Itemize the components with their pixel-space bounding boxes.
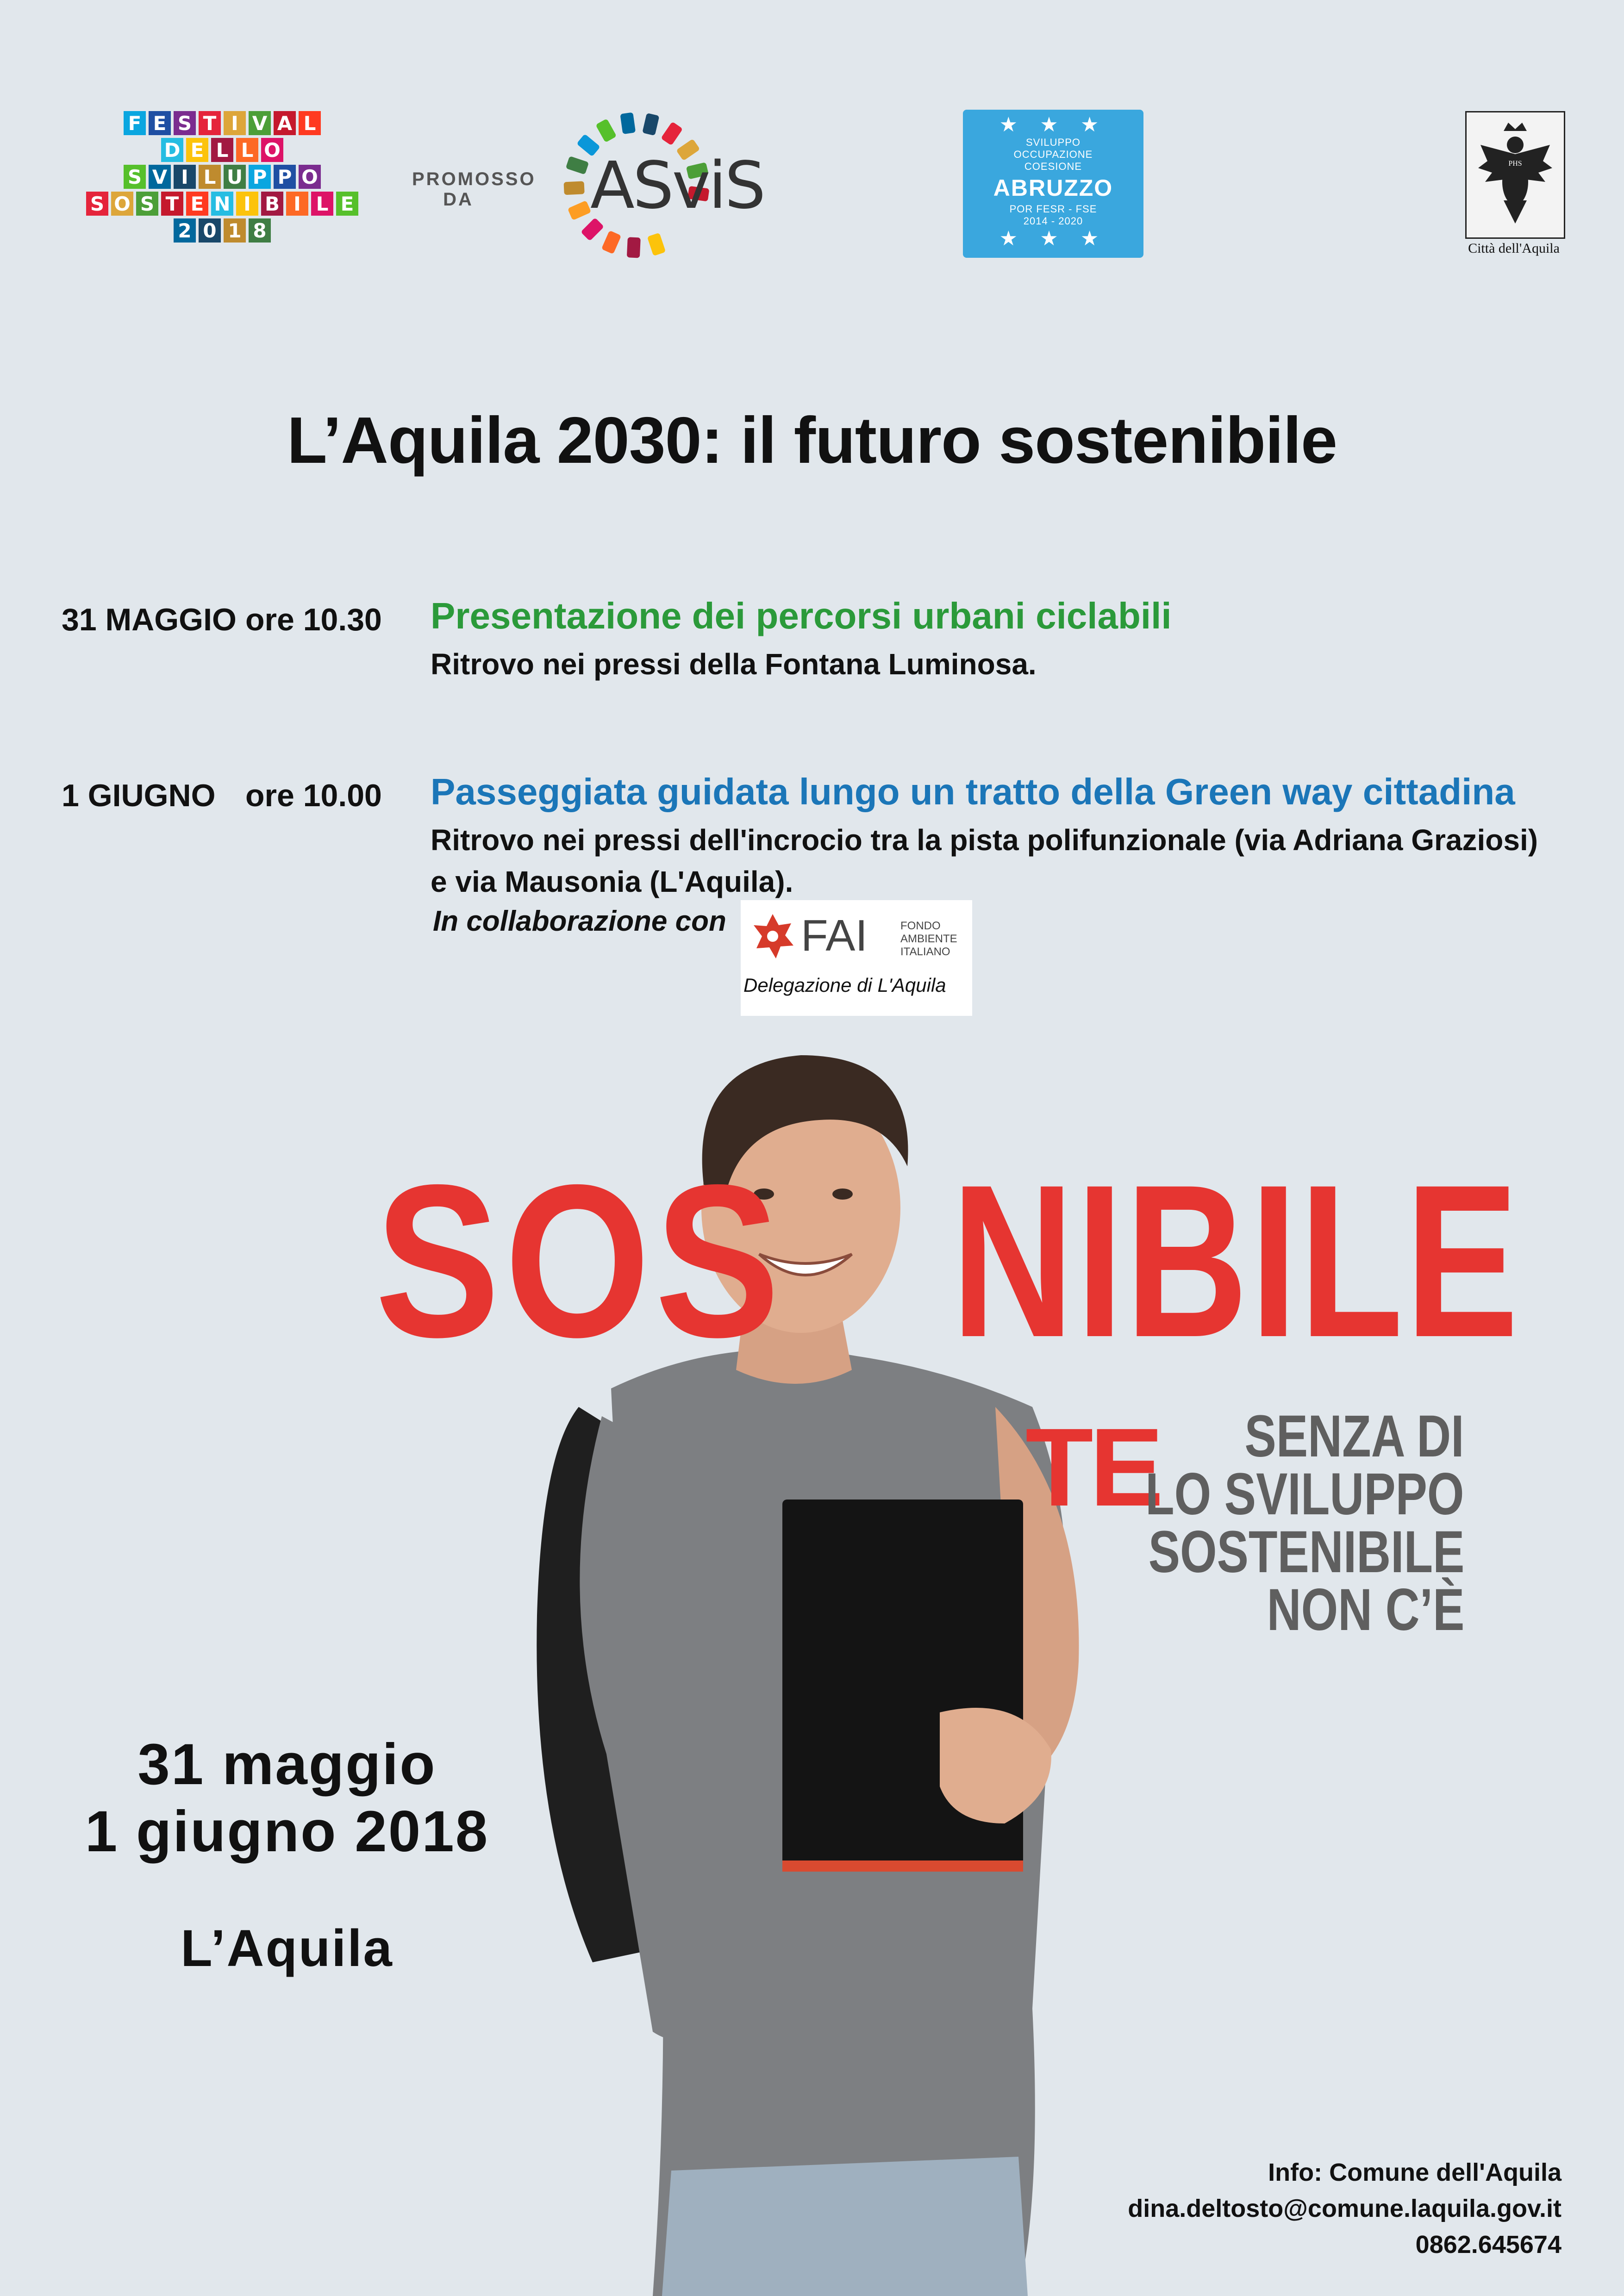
tagline-line1: SENZA DI: [1244, 1403, 1464, 1469]
festival-logo-tile: L: [211, 138, 233, 162]
festival-logo-tile: S: [174, 111, 196, 135]
festival-logo: [60, 111, 384, 245]
tagline-line3: SOSTENIBILE: [1148, 1519, 1464, 1585]
festival-logo-tile: L: [311, 192, 333, 216]
festival-logo-tile: I: [224, 111, 246, 135]
festival-logo-tile: L: [299, 111, 321, 135]
festival-logo-row: [60, 218, 384, 243]
festival-logo-tile: L: [199, 165, 221, 189]
asvis-ring-segment: [620, 112, 636, 134]
festival-logo-tile: V: [249, 111, 271, 135]
festival-logo-row: [60, 111, 384, 135]
asvis-ring-segment: [661, 122, 683, 146]
festival-logo-tile: O: [299, 165, 321, 189]
event-2-date: 1 GIUGNO: [62, 778, 216, 813]
festival-logo-tile: T: [161, 192, 183, 216]
asvis-logo: [562, 111, 764, 259]
fai-wordmark: FAI: [801, 911, 868, 960]
festival-logo-tile: N: [211, 192, 233, 216]
page-title: L’Aquila 2030: il futuro sostenibile: [287, 404, 1337, 477]
festival-logo-tile: T: [199, 111, 221, 135]
asvis-wordmark: ASviS: [590, 148, 764, 224]
event-1-time: ore 10.30: [245, 602, 382, 637]
event-2-heading: Passeggiata guidata lungo un tratto della Green way cittadina: [431, 771, 1515, 812]
abruzzo-por-logo: ★ ★ ★ SVILUPPO OCCUPAZIONE COESIONE ABRUZZO POR FESR - FSE 2014 - 2020 ★ ★ ★: [963, 110, 1143, 258]
festival-logo-tile: F: [124, 111, 146, 135]
festival-logo-tile: S: [136, 192, 158, 216]
asvis-ring-segment: [601, 230, 621, 255]
asvis-ring-segment: [642, 113, 659, 136]
fai-subtitle: FONDO AMBIENTE ITALIANO: [900, 920, 957, 958]
festival-logo-tile: I: [236, 192, 258, 216]
festival-logo-tile: O: [261, 138, 283, 162]
event-2-time: ore 10.00: [245, 778, 382, 813]
svg-text:PHS: PHS: [1508, 160, 1522, 168]
asvis-ring-segment: [566, 156, 589, 175]
event-2-body-line1: Ritrovo nei pressi dell'incrocio tra la pista polifunzionale (via Adriana Graziosi): [431, 823, 1538, 857]
event-1-date: 31 MAGGIO: [62, 602, 237, 637]
tagline-line2: LO SVILUPPO: [1145, 1461, 1464, 1527]
fai-delegation: Delegazione di L'Aquila: [743, 974, 946, 996]
fai-emblem-icon: [747, 910, 798, 966]
festival-logo-tile: E: [149, 111, 171, 135]
festival-logo-tile: 1: [224, 218, 246, 243]
festival-logo-tile: I: [286, 192, 308, 216]
festival-logo-tile: P: [249, 165, 271, 189]
tagline-line4: NON C’È: [1267, 1577, 1464, 1643]
city-crest-label: Città dell'Aquila: [1468, 241, 1560, 256]
festival-logo-tile: 0: [199, 218, 221, 243]
campaign-nibile: NIBILE: [951, 1139, 1521, 1382]
asvis-ring-segment: [627, 237, 641, 258]
festival-logo-tile: E: [336, 192, 358, 216]
event-2-body-line2: e via Mausonia (L'Aquila).: [431, 865, 793, 898]
asvis-ring-segment: [647, 233, 666, 256]
festival-logo-row: [60, 165, 384, 189]
event-1-body: Ritrovo nei pressi della Fontana Luminosa.: [431, 647, 1037, 681]
festival-logo-tile: E: [186, 192, 208, 216]
festival-logo-tile: L: [236, 138, 258, 162]
asvis-ring-segment: [564, 181, 585, 195]
contact-org: Info: Comune dell'Aquila: [1268, 2159, 1562, 2186]
festival-logo-row: [60, 138, 384, 162]
contact-info: [1128, 2154, 1562, 2263]
campaign-te: TE: [1025, 1405, 1160, 1529]
collaboration-label: In collaborazione con: [433, 905, 726, 937]
festival-logo-tile: D: [161, 138, 183, 162]
asvis-ring-segment: [568, 200, 592, 220]
eagle-crest-icon: [1471, 117, 1559, 233]
asvis-ring-segment: [595, 118, 617, 143]
festival-logo-tile: B: [261, 192, 283, 216]
festival-logo-tile: I: [174, 165, 196, 189]
campaign-sos: SOS: [375, 1139, 785, 1382]
festival-logo-tile: O: [111, 192, 133, 216]
festival-logo-tile: 2: [174, 218, 196, 243]
city-crest-logo: [1465, 111, 1565, 239]
promoted-by-label: PROMOSSO DA: [412, 169, 536, 210]
contact-email[interactable]: dina.deltosto@comune.laquila.gov.it: [1128, 2195, 1562, 2222]
event-city: L’Aquila: [181, 1919, 394, 1977]
festival-logo-tile: 8: [249, 218, 271, 243]
festival-logo-tile: A: [274, 111, 296, 135]
festival-logo-tile: S: [86, 192, 108, 216]
festival-logo-row: [60, 192, 384, 216]
fai-logo: [741, 900, 972, 1016]
festival-logo-tile: E: [186, 138, 208, 162]
event-dates: 31 maggio 1 giugno 2018: [85, 1732, 489, 1864]
festival-logo-tile: S: [124, 165, 146, 189]
contact-phone[interactable]: 0862.645674: [1415, 2231, 1562, 2259]
eu-stars-icon: ★ ★ ★: [999, 113, 1107, 136]
event-1-heading: Presentazione dei percorsi urbani ciclabili: [431, 595, 1172, 636]
eu-stars-icon: ★ ★ ★: [999, 227, 1107, 250]
festival-logo-tile: P: [274, 165, 296, 189]
festival-logo-tile: V: [149, 165, 171, 189]
festival-logo-tile: U: [224, 165, 246, 189]
